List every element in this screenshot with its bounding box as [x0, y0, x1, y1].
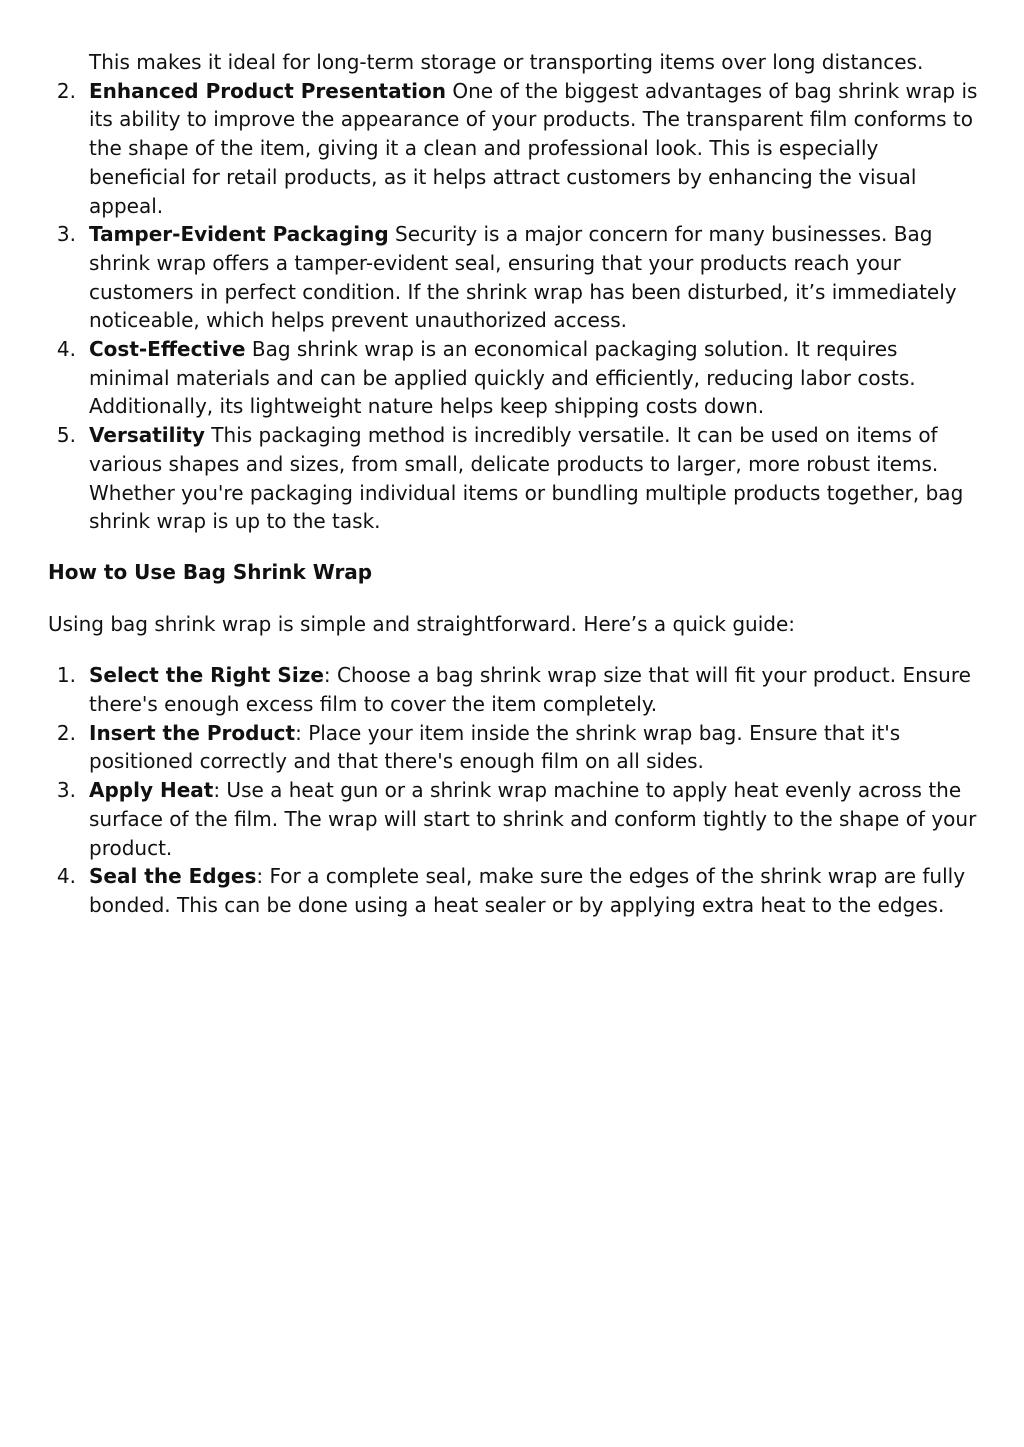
step-description: : Use a heat gun or a shrink wrap machine to apply heat evenly across the surface of the film. The wrap will start to shrink and conform tightly to the shape of your product. — [89, 778, 977, 860]
list-number: 4. — [56, 864, 76, 889]
step-item-select-right-size — [48, 661, 978, 718]
how-to-steps-list — [48, 661, 978, 919]
list-number: 3. — [56, 222, 76, 247]
list-number: 5. — [56, 423, 76, 448]
benefit-term: Cost-Effective — [89, 337, 246, 362]
list-number: 2. — [56, 720, 76, 745]
benefit-item-enhanced-product-presentation — [48, 77, 978, 221]
benefit-item-cost-effective — [48, 335, 978, 421]
benefit-continuation-text: This makes it ideal for long-term storage or transporting items over long distances. — [89, 50, 924, 74]
benefit-description: Bag shrink wrap is an economical packaging solution. It requires minimal materials and can be applied quickly and efficiently, reducing labor costs. Additionally, its lightweight nature helps keep shipping costs down. — [89, 337, 916, 419]
benefit-description: One of the biggest advantages of bag shrink wrap is its ability to improve the appearance of your products. The transparent film conforms to the shape of the item, giving it a clean and professional look. This is especially beneficial for retail products, as it helps attract customers by enhancing the visual appeal. — [89, 78, 978, 218]
benefit-description: Security is a major concern for many businesses. Bag shrink wrap offers a tamper-evident seal, ensuring that your products reach your customers in perfect condition. If the shrink wrap has been disturbed, it’s immediately noticeable, which helps prevent unauthorized access. — [89, 222, 957, 333]
benefit-term: Tamper-Evident Packaging — [89, 222, 389, 247]
step-item-apply-heat — [48, 776, 978, 862]
document-page — [48, 48, 978, 920]
how-to-intro-text: Using bag shrink wrap is simple and straightforward. Here’s a quick guide: — [48, 611, 796, 636]
benefits-list — [48, 77, 978, 536]
step-item-seal-edges — [48, 862, 978, 919]
benefit-term: Enhanced Product Presentation — [89, 78, 447, 103]
step-term: Select the Right Size — [89, 663, 324, 688]
step-description: : Choose a bag shrink wrap size that will fit your product. Ensure there's enough excess film to cover the item completely. — [89, 663, 971, 717]
list-number: 4. — [56, 337, 76, 362]
benefit-item-tamper-evident-packaging — [48, 220, 978, 335]
benefit-term: Versatility — [89, 423, 205, 448]
section-heading-how-to-use: How to Use Bag Shrink Wrap — [48, 559, 373, 584]
benefit-description: This packaging method is incredibly versatile. It can be used on items of various shapes and sizes, from small, delicate products to larger, more robust items. Whether you're packaging individual items or bundling multiple products together, bag shrink wrap is up to the task. — [89, 423, 964, 534]
step-item-insert-product — [48, 719, 978, 776]
list-number: 1. — [56, 663, 76, 688]
step-term: Insert the Product — [89, 720, 296, 745]
step-term: Seal the Edges — [89, 864, 257, 889]
list-number: 2. — [56, 78, 76, 103]
step-description: : For a complete seal, make sure the edges of the shrink wrap are fully bonded. This can be done using a heat sealer or by applying extra heat to the edges. — [89, 864, 966, 917]
step-description: : Place your item inside the shrink wrap bag. Ensure that it's positioned correctly and that there's enough film on all sides. — [89, 720, 901, 774]
step-term: Apply Heat — [89, 778, 214, 803]
list-number: 3. — [56, 778, 76, 803]
benefit-item-versatility — [48, 421, 978, 536]
